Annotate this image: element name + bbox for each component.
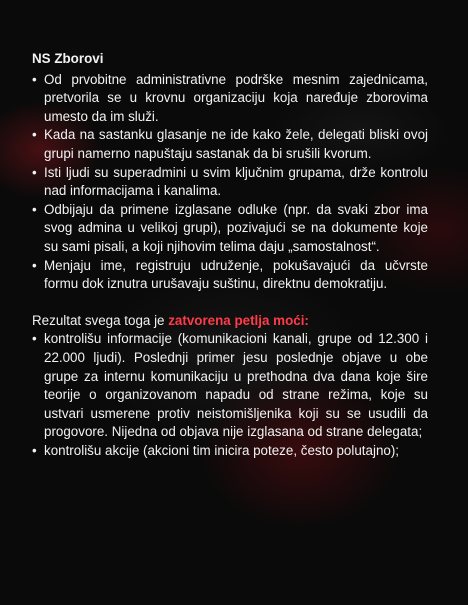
spacer (32, 294, 428, 312)
intro-text: Rezultat svega toga je (32, 312, 169, 328)
list-item: • Od prvobitne administrativne podrške mesnim zajednicama, pretvorila se u krovnu organizaciju koja naređuje zborovima umesto da im služi. (32, 71, 428, 127)
list-item: • kontrolišu akcije (akcioni tim inicira poteze, često polutajno); (32, 442, 428, 461)
result-intro (32, 312, 428, 331)
list-item: • Kada na sastanku glasanje ne ide kako žele, delegati bliski ovoj grupi namerno napuštaju sastanak da bi srušili kvorum. (32, 126, 428, 163)
list-item: • Menjaju ime, registruju udruženje, pokušavajući da učvrste formu dok iznutra urušavaju suštinu, direktnu demokratiju. (32, 257, 428, 294)
document-body (32, 50, 428, 460)
list-item: • Odbijaju da primene izglasane odluke (npr. da svaki zbor ima svog admina u velikoj grupi), pozivajući se na dokumente koje su sami pisali, a koji njihovim telima daju „samostalnost“. (32, 201, 428, 257)
list-item: • Isti ljudi su superadmini u svim ključnim grupama, drže kontrolu nad informacijama i kanalima. (32, 164, 428, 201)
bullet-list-2 (32, 330, 428, 460)
highlight-text: zatvorena petlja moći: (168, 312, 309, 328)
section-title: NS Zborovi (32, 51, 104, 66)
bullet-list-1 (32, 71, 428, 294)
list-item: • kontrolišu informacije (komunikacioni kanali, grupe od 12.300 i 22.000 ljudi). Poslednji primer jesu poslednje objave u obe grupe za internu komunikaciju u prethodna dva dana koje šire teorije o organizovanom napadu od strane režima, koje su ustvari usmerene protiv neistomišljenika koji su se usudili da progovore. Nijedna od objava nije izglasana od strane delegata; (32, 330, 428, 442)
